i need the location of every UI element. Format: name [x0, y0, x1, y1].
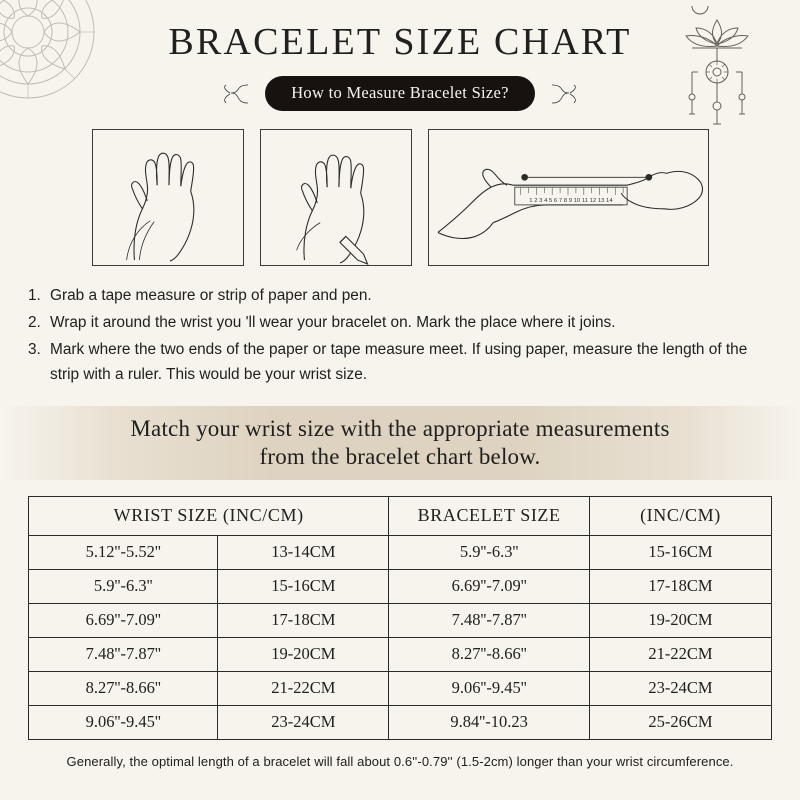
cell-bracelet-inch: 6.69''-7.09''	[389, 569, 590, 603]
cell-wrist-inch: 5.9''-6.3''	[29, 569, 218, 603]
cell-wrist-cm: 17-18CM	[218, 603, 389, 637]
subtitle-pill: How to Measure Bracelet Size?	[265, 76, 535, 111]
header-bracelet-size: BRACELET SIZE	[389, 496, 590, 535]
banner-line-2: from the bracelet chart below.	[259, 443, 541, 469]
table-row	[29, 705, 772, 739]
size-table	[28, 496, 772, 740]
table-row	[29, 671, 772, 705]
cell-bracelet-inch: 9.84''-10.23	[389, 705, 590, 739]
cell-wrist-cm: 21-22CM	[218, 671, 389, 705]
table-row	[29, 603, 772, 637]
cell-wrist-inch: 9.06''-9.45''	[29, 705, 218, 739]
cell-wrist-inch: 7.48''-7.87''	[29, 637, 218, 671]
footnote: Generally, the optimal length of a bracelet will fall about 0.6''-0.79'' (1.5-2cm) longer than your wrist circumference.	[66, 753, 734, 769]
ruler-tick-labels: 1 2 3 4 5 6 7 8 9 10 11 12 13 14	[528, 197, 613, 204]
mandala-ornament-icon	[0, 0, 108, 112]
lotus-ornament-icon	[662, 2, 772, 137]
cell-bracelet-cm: 21-22CM	[589, 637, 771, 671]
cell-wrist-cm: 13-14CM	[218, 535, 389, 569]
table-header-row	[29, 496, 772, 535]
step-text: Grab a tape measure or strip of paper and pen.	[50, 287, 372, 304]
flourish-right-icon	[549, 81, 579, 107]
cell-bracelet-inch: 8.27''-8.66''	[389, 637, 590, 671]
cell-wrist-inch: 8.27''-8.66''	[29, 671, 218, 705]
instruction-steps	[28, 284, 772, 388]
illustration-hand-with-paper-strip	[260, 129, 412, 266]
cell-wrist-inch: 6.69''-7.09''	[29, 603, 218, 637]
illustration-row	[0, 129, 800, 266]
cell-bracelet-inch: 7.48''-7.87''	[389, 603, 590, 637]
cell-bracelet-cm: 19-20CM	[589, 603, 771, 637]
cell-bracelet-inch: 5.9''-6.3''	[389, 535, 590, 569]
cell-bracelet-cm: 17-18CM	[589, 569, 771, 603]
size-table-wrapper	[28, 496, 772, 740]
table-row	[29, 569, 772, 603]
page-title: BRACELET SIZE CHART	[168, 21, 632, 63]
cell-bracelet-cm: 25-26CM	[589, 705, 771, 739]
match-size-banner	[0, 406, 800, 480]
step-item	[28, 284, 772, 309]
header-wrist-size: WRIST SIZE (INC/CM)	[29, 496, 389, 535]
table-row	[29, 535, 772, 569]
cell-wrist-cm: 23-24CM	[218, 705, 389, 739]
banner-line-1: Match your wrist size with the appropriate measurements	[130, 415, 670, 441]
flourish-left-icon	[221, 81, 251, 107]
step-text: Mark where the two ends of the paper or tape measure meet. If using paper, measure the length of the strip with a ruler. This would be your wrist size.	[50, 340, 748, 383]
table-row	[29, 637, 772, 671]
header-bracelet-units: (INC/CM)	[589, 496, 771, 535]
cell-bracelet-cm: 23-24CM	[589, 671, 771, 705]
step-item	[28, 311, 772, 336]
step-number: 2.	[28, 313, 41, 331]
cell-wrist-cm: 15-16CM	[218, 569, 389, 603]
cell-wrist-cm: 19-20CM	[218, 637, 389, 671]
step-item	[28, 338, 772, 388]
illustration-hands-with-ruler	[428, 129, 709, 266]
step-text: Wrap it around the wrist you 'll wear your bracelet on. Mark the place where it joins.	[50, 313, 616, 331]
illustration-hand-with-tape-measure-loop	[92, 129, 244, 266]
cell-bracelet-cm: 15-16CM	[589, 535, 771, 569]
step-number: 3.	[28, 340, 41, 358]
step-number: 1.	[28, 287, 41, 304]
cell-wrist-inch: 5.12''-5.52''	[29, 535, 218, 569]
cell-bracelet-inch: 9.06''-9.45''	[389, 671, 590, 705]
